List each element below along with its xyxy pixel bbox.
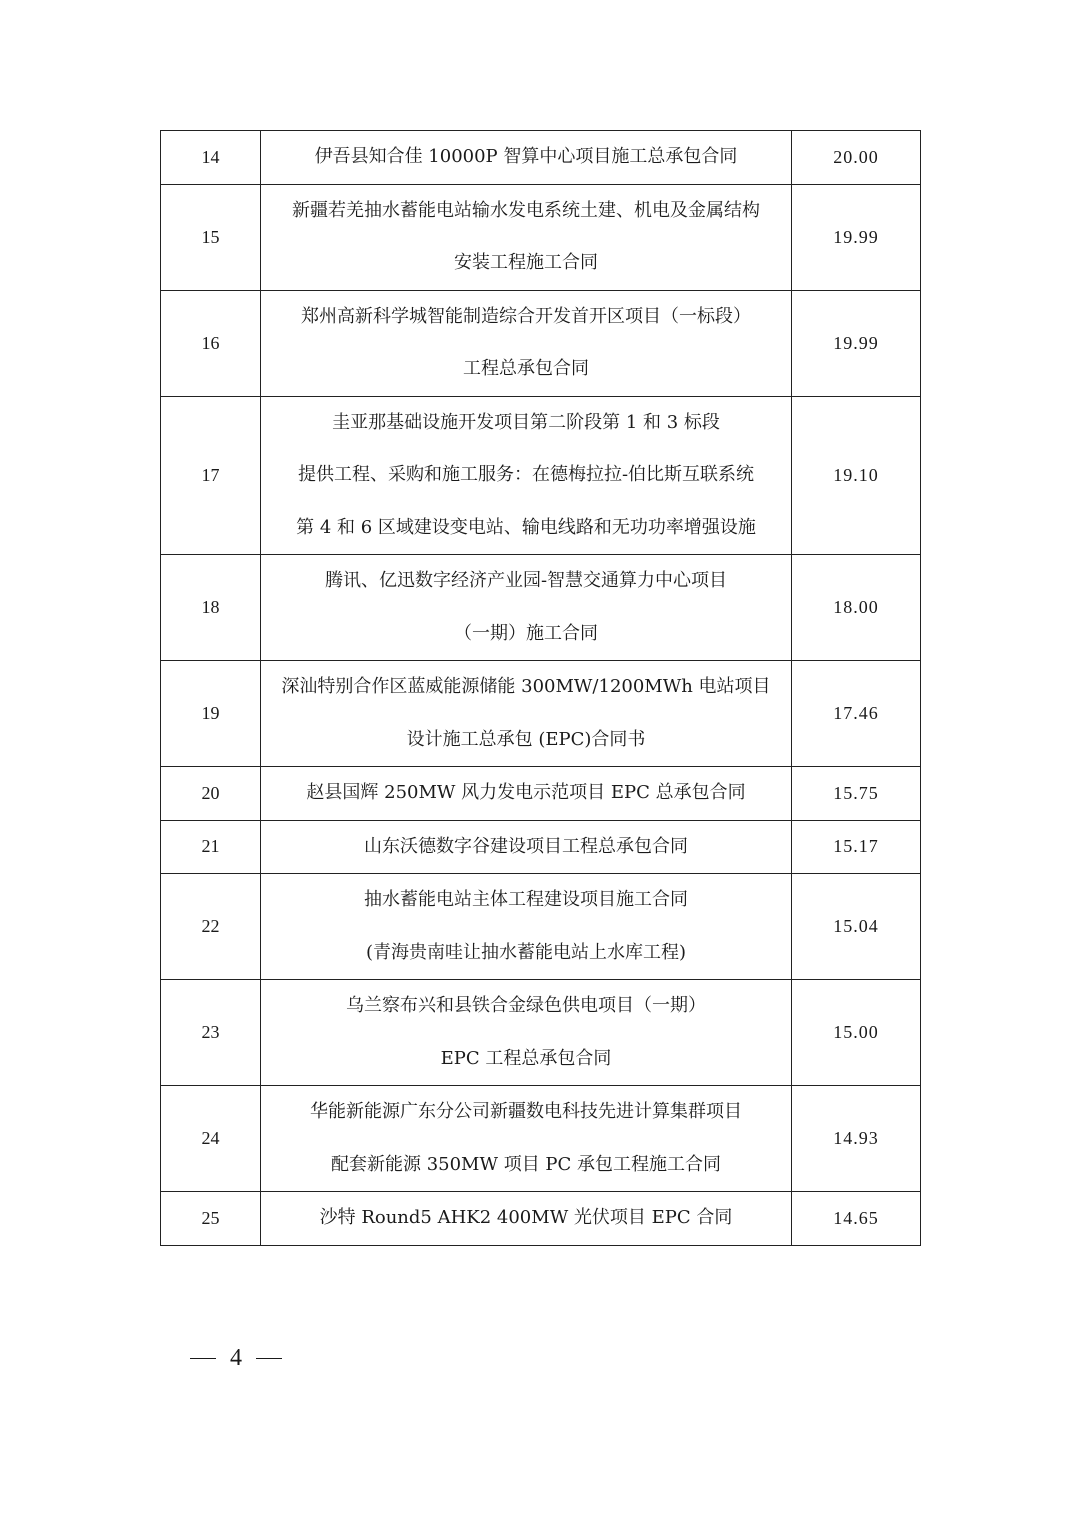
table-row	[161, 874, 921, 980]
table-row	[161, 820, 921, 874]
contract-amount: 19.99	[792, 290, 921, 396]
contract-name	[261, 131, 792, 185]
row-number: 23	[161, 980, 261, 1086]
contract-amount: 19.99	[792, 184, 921, 290]
contract-amount: 14.65	[792, 1192, 921, 1246]
contract-name-line: 圭亚那基础设施开发项目第二阶段第 1 和 3 标段	[332, 411, 720, 433]
contract-amount: 18.00	[792, 555, 921, 661]
row-number: 17	[161, 396, 261, 555]
contract-name-line: 新疆若羌抽水蓄能电站输水发电系统土建、机电及金属结构	[292, 199, 760, 221]
row-number: 19	[161, 661, 261, 767]
table-row	[161, 131, 921, 185]
contract-amount: 15.04	[792, 874, 921, 980]
table-row	[161, 555, 921, 661]
contract-name-line: 工程总承包合同	[463, 358, 589, 379]
contract-name-line: EPC 工程总承包合同	[440, 1047, 612, 1069]
table-row	[161, 661, 921, 767]
contract-name-line: 沙特 Round5 AHK2 400MW 光伏项目 EPC 合同	[319, 1207, 733, 1228]
row-number: 15	[161, 184, 261, 290]
contract-amount: 17.46	[792, 661, 921, 767]
contract-name-line: 伊吾县知合佳 10000P 智算中心项目施工总承包合同	[314, 146, 738, 167]
contract-name-line: （一期）施工合同	[454, 622, 598, 644]
row-number: 21	[161, 820, 261, 874]
contract-name-line: 赵县国辉 250MW 风力发电示范项目 EPC 总承包合同	[306, 782, 746, 803]
contract-table-body	[161, 131, 921, 1246]
table-row	[161, 1192, 921, 1246]
contract-amount: 15.00	[792, 980, 921, 1086]
contract-name-line: 设计施工总承包 (EPC)合同书	[406, 728, 646, 750]
contract-name	[261, 980, 792, 1086]
contract-name	[261, 290, 792, 396]
table-row	[161, 290, 921, 396]
contract-name	[261, 1086, 792, 1192]
contract-name-line: 深汕特别合作区蓝威能源储能 300MW/1200MWh 电站项目	[281, 676, 771, 697]
contract-name-line: 安装工程施工合同	[454, 252, 598, 273]
contract-name-line: 腾讯、亿迅数字经济产业园-智慧交通算力中心项目	[324, 570, 728, 591]
row-number: 20	[161, 767, 261, 821]
contract-table	[160, 130, 921, 1246]
contract-name-line: 第 4 和 6 区域建设变电站、输电线路和无功功率增强设施	[296, 516, 756, 538]
contract-amount: 20.00	[792, 131, 921, 185]
table-row	[161, 1086, 921, 1192]
page-dash-right	[256, 1358, 282, 1360]
contract-amount: 15.75	[792, 767, 921, 821]
contract-name	[261, 661, 792, 767]
contract-name-line: 乌兰察布兴和县铁合金绿色供电项目（一期）	[346, 995, 706, 1016]
row-number: 25	[161, 1192, 261, 1246]
contract-name-line: (青海贵南哇让抽水蓄能电站上水库工程)	[365, 941, 687, 963]
contract-name-line: 提供工程、采购和施工服务：在德梅拉拉-伯比斯互联系统	[297, 464, 755, 485]
contract-name	[261, 874, 792, 980]
table-row	[161, 767, 921, 821]
contract-name	[261, 184, 792, 290]
contract-name	[261, 767, 792, 821]
page-footer	[190, 1345, 282, 1372]
table-row	[161, 184, 921, 290]
row-number: 22	[161, 874, 261, 980]
page-number: 4	[230, 1345, 242, 1371]
contract-name	[261, 1192, 792, 1246]
row-number: 16	[161, 290, 261, 396]
contract-name	[261, 555, 792, 661]
table-row	[161, 396, 921, 555]
row-number: 24	[161, 1086, 261, 1192]
contract-name-line: 郑州高新科学城智能制造综合开发首开区项目（一标段）	[301, 305, 751, 327]
contract-name-line: 华能新能源广东分公司新疆数电科技先进计算集群项目	[310, 1101, 742, 1122]
contract-name-line: 山东沃德数字谷建设项目工程总承包合同	[364, 835, 688, 857]
row-number: 18	[161, 555, 261, 661]
contract-amount: 15.17	[792, 820, 921, 874]
contract-name	[261, 820, 792, 874]
contract-amount: 14.93	[792, 1086, 921, 1192]
contract-name-line: 配套新能源 350MW 项目 PC 承包工程施工合同	[330, 1153, 722, 1175]
contract-name-line: 抽水蓄能电站主体工程建设项目施工合同	[364, 889, 688, 910]
row-number: 14	[161, 131, 261, 185]
contract-name	[261, 396, 792, 555]
page-dash-left	[190, 1358, 216, 1360]
contract-amount: 19.10	[792, 396, 921, 555]
table-row	[161, 980, 921, 1086]
